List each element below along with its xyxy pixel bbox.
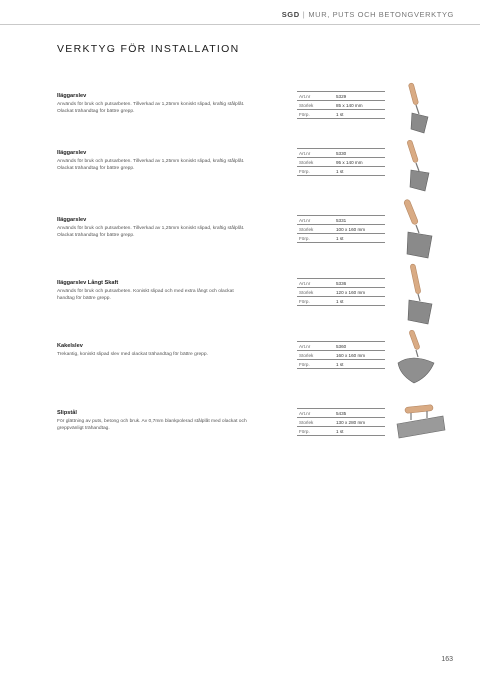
product-name: Kakelslev — [57, 343, 83, 349]
art-value: 5330 — [336, 150, 347, 156]
size-value: 160 x 160 mm — [336, 352, 366, 358]
spec-row-size — [297, 350, 385, 359]
spec-row-size — [297, 417, 385, 426]
spec-row-pack — [297, 166, 385, 176]
spec-row-art — [297, 215, 385, 224]
spec-row-art — [297, 278, 385, 287]
product-name: Iläggarslev Långt Skaft — [57, 280, 119, 286]
spec-row-art — [297, 408, 385, 417]
art-label: Art.nr — [299, 280, 311, 286]
size-value: 95 x 140 mm — [336, 159, 363, 165]
pack-value: 1 st — [336, 428, 344, 434]
trowel-icon — [392, 260, 442, 328]
art-label: Art.nr — [299, 343, 311, 349]
spec-row-size — [297, 100, 385, 109]
spec-row-pack — [297, 359, 385, 369]
pack-label: Förp. — [299, 361, 310, 367]
spec-row-pack — [297, 426, 385, 436]
product-description: Används för bruk och putsarbeten. Koniskt slipad och med extra långt och olackat handtag för bättre grepp. — [57, 289, 234, 301]
tile-trowel-icon — [392, 329, 442, 389]
art-label: Art.nr — [299, 217, 311, 223]
product-item — [0, 410, 480, 474]
pack-value: 1 st — [336, 361, 344, 367]
spec-table — [297, 91, 385, 119]
art-value: 5360 — [336, 343, 347, 349]
spec-table — [297, 278, 385, 306]
header-rule — [0, 24, 480, 25]
spec-table — [297, 215, 385, 243]
size-label: Storlek — [299, 419, 314, 425]
size-value: 120 x 160 mm — [336, 289, 366, 295]
trowel-icon — [392, 138, 442, 198]
product-description: Används för bruk och putsarbeten. Tillverkad av 1,25mm koniskt slipad, kraftig stålplåt. Olackat trähandtag för bättre grepp. — [57, 102, 245, 114]
pack-label: Förp. — [299, 235, 310, 241]
spec-row-pack — [297, 233, 385, 243]
trowel-icon — [392, 192, 442, 264]
pack-value: 1 st — [336, 298, 344, 304]
size-value: 100 x 160 mm — [336, 226, 366, 232]
size-label: Storlek — [299, 226, 314, 232]
page-header — [282, 10, 454, 19]
product-description: Trekantig, koniskt slipad slev med olackat trähandtag för bättre grepp. — [57, 352, 208, 357]
spec-row-size — [297, 224, 385, 233]
art-label: Art.nr — [299, 410, 311, 416]
product-name: Iläggarslev — [57, 217, 87, 223]
size-label: Storlek — [299, 102, 314, 108]
spec-row-pack — [297, 109, 385, 119]
art-value: 5336 — [336, 280, 347, 286]
trowel-icon — [392, 81, 442, 141]
product-description: Används för bruk och putsarbeten. Tillverkad av 1,25mm koniskt slipad, kraftig stålplåt. Olackat trähandtag för bättre grepp. — [57, 159, 245, 171]
size-label: Storlek — [299, 352, 314, 358]
header-separator: | — [302, 10, 306, 19]
pack-value: 1 st — [336, 111, 344, 117]
spec-table — [297, 408, 385, 436]
size-label: Storlek — [299, 289, 314, 295]
pack-label: Förp. — [299, 111, 310, 117]
spec-table — [297, 341, 385, 369]
product-name: Slipstål — [57, 410, 77, 416]
size-value: 130 x 280 mm — [336, 419, 366, 425]
size-label: Storlek — [299, 159, 314, 165]
art-value: 5329 — [336, 93, 347, 99]
page-title: VERKTYG FÖR INSTALLATION — [57, 43, 240, 55]
product-description: Används för bruk och putsarbeten. Tillverkad av 1,25mm koniskt slipad, kraftig stålplåt. Olackat trähandtag för bättre grepp. — [57, 226, 245, 238]
art-value: 5435 — [336, 410, 347, 416]
art-label: Art.nr — [299, 93, 311, 99]
finishing-trowel-icon — [390, 394, 450, 454]
product-name: Iläggarslev — [57, 93, 87, 99]
spec-row-size — [297, 287, 385, 296]
category-label: MUR, PUTS OCH BETONGVERKTYG — [308, 10, 454, 19]
product-name: Iläggarslev — [57, 150, 87, 156]
brand-label: SGD — [281, 10, 300, 19]
spec-row-pack — [297, 296, 385, 306]
art-label: Art.nr — [299, 150, 311, 156]
pack-value: 1 st — [336, 168, 344, 174]
pack-label: Förp. — [299, 298, 310, 304]
spec-row-art — [297, 91, 385, 100]
product-description: För glättning av puts, betong och bruk. Av 0,7mm blankpolerad stålplåt med olackat och greppvänligt trähandtag. — [57, 419, 247, 431]
spec-row-art — [297, 148, 385, 157]
pack-label: Förp. — [299, 168, 310, 174]
size-value: 85 x 140 mm — [336, 102, 363, 108]
spec-row-size — [297, 157, 385, 166]
page-number: 163 — [441, 656, 453, 663]
art-value: 5331 — [336, 217, 347, 223]
spec-row-art — [297, 341, 385, 350]
pack-label: Förp. — [299, 428, 310, 434]
spec-table — [297, 148, 385, 176]
pack-value: 1 st — [336, 235, 344, 241]
